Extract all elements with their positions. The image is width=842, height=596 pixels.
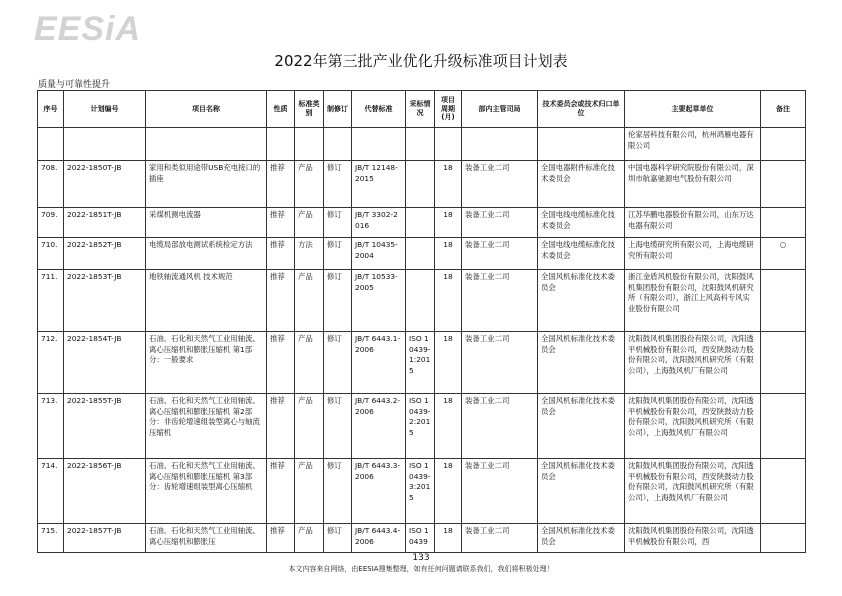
col-note: 备注: [761, 91, 806, 128]
committee-cell: 全国风机标准化技术委员会: [538, 524, 625, 553]
seq-cell: 712.: [38, 332, 64, 394]
col-drafters: 主要起草单位: [625, 91, 761, 128]
page-number: 133: [412, 553, 430, 563]
dept-cell: 装备工业二司: [462, 270, 538, 332]
adoption-cell: ISO 10439-2:2015: [406, 394, 435, 459]
period-cell: 18: [435, 238, 462, 270]
col-replaces: 代替标准: [352, 91, 406, 128]
drafters-cell: 沈阳鼓风机集团股份有限公司，沈阳透平机械股份有限公司，西安陕鼓动力股份有限公司，沈阳鼓风机研究所（有限公司），上海鼓风机厂有限公司: [625, 332, 761, 394]
seq-cell: 713.: [38, 394, 64, 459]
table-row: [38, 394, 806, 459]
name-cell: 石油、石化和天然气工业用轴流、离心压缩机和膨胀压缩机 第1部分：一般要求: [146, 332, 267, 394]
revision-cell: 修订: [324, 332, 352, 394]
plan-no-cell: 2022-1850T-JB: [64, 161, 146, 208]
drafters-cell: 沈阳鼓风机集团股份有限公司，沈阳透平机械股份有限公司，西: [625, 524, 761, 553]
period-cell: 18: [435, 161, 462, 208]
committee-cell: 全国风机标准化技术委员会: [538, 459, 625, 524]
category-cell: 产品: [295, 332, 324, 394]
category-cell: 产品: [295, 524, 324, 553]
adoption-cell: [406, 208, 435, 238]
drafters-cell: 沈阳鼓风机集团股份有限公司，沈阳透平机械股份有限公司，西安陕鼓动力股份有限公司，沈阳鼓风机研究所（有限公司），上海鼓风机厂有限公司: [625, 394, 761, 459]
revision-cell: 修订: [324, 524, 352, 553]
seq-cell: 714.: [38, 459, 64, 524]
dept-cell: 装备工业二司: [462, 238, 538, 270]
adoption-cell: [406, 161, 435, 208]
revision-cell: 修订: [324, 459, 352, 524]
dept-cell: 装备工业二司: [462, 208, 538, 238]
name-cell: 家用和类似用途带USB充电接口的插座: [146, 161, 267, 208]
period-cell: 18: [435, 332, 462, 394]
col-period: 项目周期(月): [435, 91, 462, 128]
col-committee: 技术委员会或技术归口单位: [538, 91, 625, 128]
replaces-cell: JB/T 6443.2-2006: [352, 394, 406, 459]
name-cell: 石油、石化和天然气工业用轴流、离心压缩机和膨胀压: [146, 524, 267, 553]
table-row: [38, 128, 806, 161]
nature-cell: 推荐: [267, 394, 295, 459]
col-seq: 序号: [38, 91, 64, 128]
col-name: 项目名称: [146, 91, 267, 128]
plan-no-cell: 2022-1857T-JB: [64, 524, 146, 553]
committee-cell: 全国电器附件标准化技术委员会: [538, 161, 625, 208]
replaces-cell: JB/T 3302-2016: [352, 208, 406, 238]
plan-no-cell: 2022-1855T-JB: [64, 394, 146, 459]
plan-no-cell: 2022-1856T-JB: [64, 459, 146, 524]
seq-cell: 711.: [38, 270, 64, 332]
revision-cell: 修订: [324, 238, 352, 270]
nature-cell: 推荐: [267, 161, 295, 208]
table-row: [38, 332, 806, 394]
drafters-cell: 浙江金盾风机股份有限公司，沈阳鼓风机集团股份有限公司，沈阳鼓风机研究所（有限公司），浙江上风高科专风实业股份有限公司: [625, 270, 761, 332]
nature-cell: 推荐: [267, 270, 295, 332]
table-row: [38, 238, 806, 270]
table-row: [38, 524, 806, 553]
period-cell: 18: [435, 270, 462, 332]
nature-cell: 推荐: [267, 238, 295, 270]
name-cell: 地铁轴流通风机 技术规范: [146, 270, 267, 332]
name-cell: 采煤机测电流器: [146, 208, 267, 238]
name-cell: 电缆局部放电测试系统检定方法: [146, 238, 267, 270]
dept-cell: 装备工业二司: [462, 459, 538, 524]
revision-cell: 修订: [324, 208, 352, 238]
committee-cell: 全国风机标准化技术委员会: [538, 332, 625, 394]
footer-disclaimer: 本文内容来自网络，由EESIA搜集整理，如有任何问题请联系我们，我们将积极处理！: [288, 565, 554, 573]
category-cell: 产品: [295, 270, 324, 332]
category-cell: 产品: [295, 394, 324, 459]
replaces-cell: JB/T 6443.1-2006: [352, 332, 406, 394]
drafters-cell: 江苏华鹏电器股份有限公司，山东万达电器有限公司: [625, 208, 761, 238]
category-cell: 产品: [295, 208, 324, 238]
col-revision: 制修订: [324, 91, 352, 128]
revision-cell: 修订: [324, 161, 352, 208]
dept-cell: 装备工业二司: [462, 524, 538, 553]
period-cell: 18: [435, 459, 462, 524]
table-row: [38, 161, 806, 208]
period-cell: 18: [435, 524, 462, 553]
note-cell: [761, 208, 806, 238]
drafters-cell: 伦家居科技有限公司，杭州鸿雁电器有限公司: [625, 128, 761, 161]
drafters-cell: 沈阳鼓风机集团股份有限公司，沈阳透平机械股份有限公司，西安陕鼓动力股份有限公司，沈阳鼓风机研究所（有限公司），上海鼓风机厂有限公司: [625, 459, 761, 524]
committee-cell: 全国风机标准化技术委员会: [538, 394, 625, 459]
committee-cell: 全国电线电缆标准化技术委员会: [538, 238, 625, 270]
seq-cell: 709.: [38, 208, 64, 238]
period-cell: 18: [435, 208, 462, 238]
plan-no-cell: 2022-1851T-JB: [64, 208, 146, 238]
adoption-cell: ISO 10439-1:2015: [406, 332, 435, 394]
dept-cell: 装备工业二司: [462, 394, 538, 459]
committee-cell: 全国电线电缆标准化技术委员会: [538, 208, 625, 238]
name-cell: 石油、石化和天然气工业用轴流、离心压缩机和膨胀压缩机 第2部分：非齿轮增速组装型离心与轴流压缩机: [146, 394, 267, 459]
adoption-cell: ISO 10439: [406, 524, 435, 553]
note-cell: ○: [761, 238, 806, 270]
period-cell: 18: [435, 394, 462, 459]
committee-cell: 全国风机标准化技术委员会: [538, 270, 625, 332]
table-row: [38, 208, 806, 238]
note-cell: [761, 394, 806, 459]
table-row: [38, 459, 806, 524]
revision-cell: 修订: [324, 394, 352, 459]
plan-no-cell: 2022-1853T-JB: [64, 270, 146, 332]
page-title: 2022年第三批产业优化升级标准项目计划表: [274, 52, 568, 70]
seq-cell: 710.: [38, 238, 64, 270]
plan-no-cell: 2022-1854T-JB: [64, 332, 146, 394]
eesia-logo: EESiA: [34, 10, 142, 48]
note-cell: [761, 524, 806, 553]
adoption-cell: ISO 10439-3:2015: [406, 459, 435, 524]
dept-cell: 装备工业二司: [462, 161, 538, 208]
category-cell: 产品: [295, 161, 324, 208]
note-cell: [761, 332, 806, 394]
replaces-cell: JB/T 12148-2015: [352, 161, 406, 208]
drafters-cell: 中国电器科学研究院股份有限公司，深圳市航嘉驰源电气股份有限公司: [625, 161, 761, 208]
nature-cell: 推荐: [267, 332, 295, 394]
adoption-cell: [406, 238, 435, 270]
revision-cell: 修订: [324, 270, 352, 332]
seq-cell: 715.: [38, 524, 64, 553]
replaces-cell: JB/T 10435-2004: [352, 238, 406, 270]
col-nature: 性质: [267, 91, 295, 128]
adoption-cell: [406, 270, 435, 332]
col-plan-no: 计划编号: [64, 91, 146, 128]
replaces-cell: JB/T 10533-2005: [352, 270, 406, 332]
note-cell: [761, 270, 806, 332]
category-cell: 产品: [295, 459, 324, 524]
col-dept: 部内主管司局: [462, 91, 538, 128]
drafters-cell: 上海电缆研究所有限公司，上海电缆研究所有限公司: [625, 238, 761, 270]
col-category: 标准类别: [295, 91, 324, 128]
plan-table: [37, 90, 806, 553]
note-cell: [761, 459, 806, 524]
nature-cell: 推荐: [267, 524, 295, 553]
table-header-row: [38, 91, 806, 128]
table-row: [38, 270, 806, 332]
section-label: 质量与可靠性提升: [38, 80, 111, 90]
nature-cell: 推荐: [267, 208, 295, 238]
name-cell: 石油、石化和天然气工业用轴流、离心压缩机和膨胀压缩机 第3部分：齿轮增速组装型离心压缩机: [146, 459, 267, 524]
col-adoption: 采标情况: [406, 91, 435, 128]
plan-no-cell: 2022-1852T-JB: [64, 238, 146, 270]
dept-cell: 装备工业二司: [462, 332, 538, 394]
replaces-cell: JB/T 6443.3-2006: [352, 459, 406, 524]
replaces-cell: JB/T 6443.4-2006: [352, 524, 406, 553]
note-cell: [761, 161, 806, 208]
nature-cell: 推荐: [267, 459, 295, 524]
seq-cell: 708.: [38, 161, 64, 208]
category-cell: 方法: [295, 238, 324, 270]
